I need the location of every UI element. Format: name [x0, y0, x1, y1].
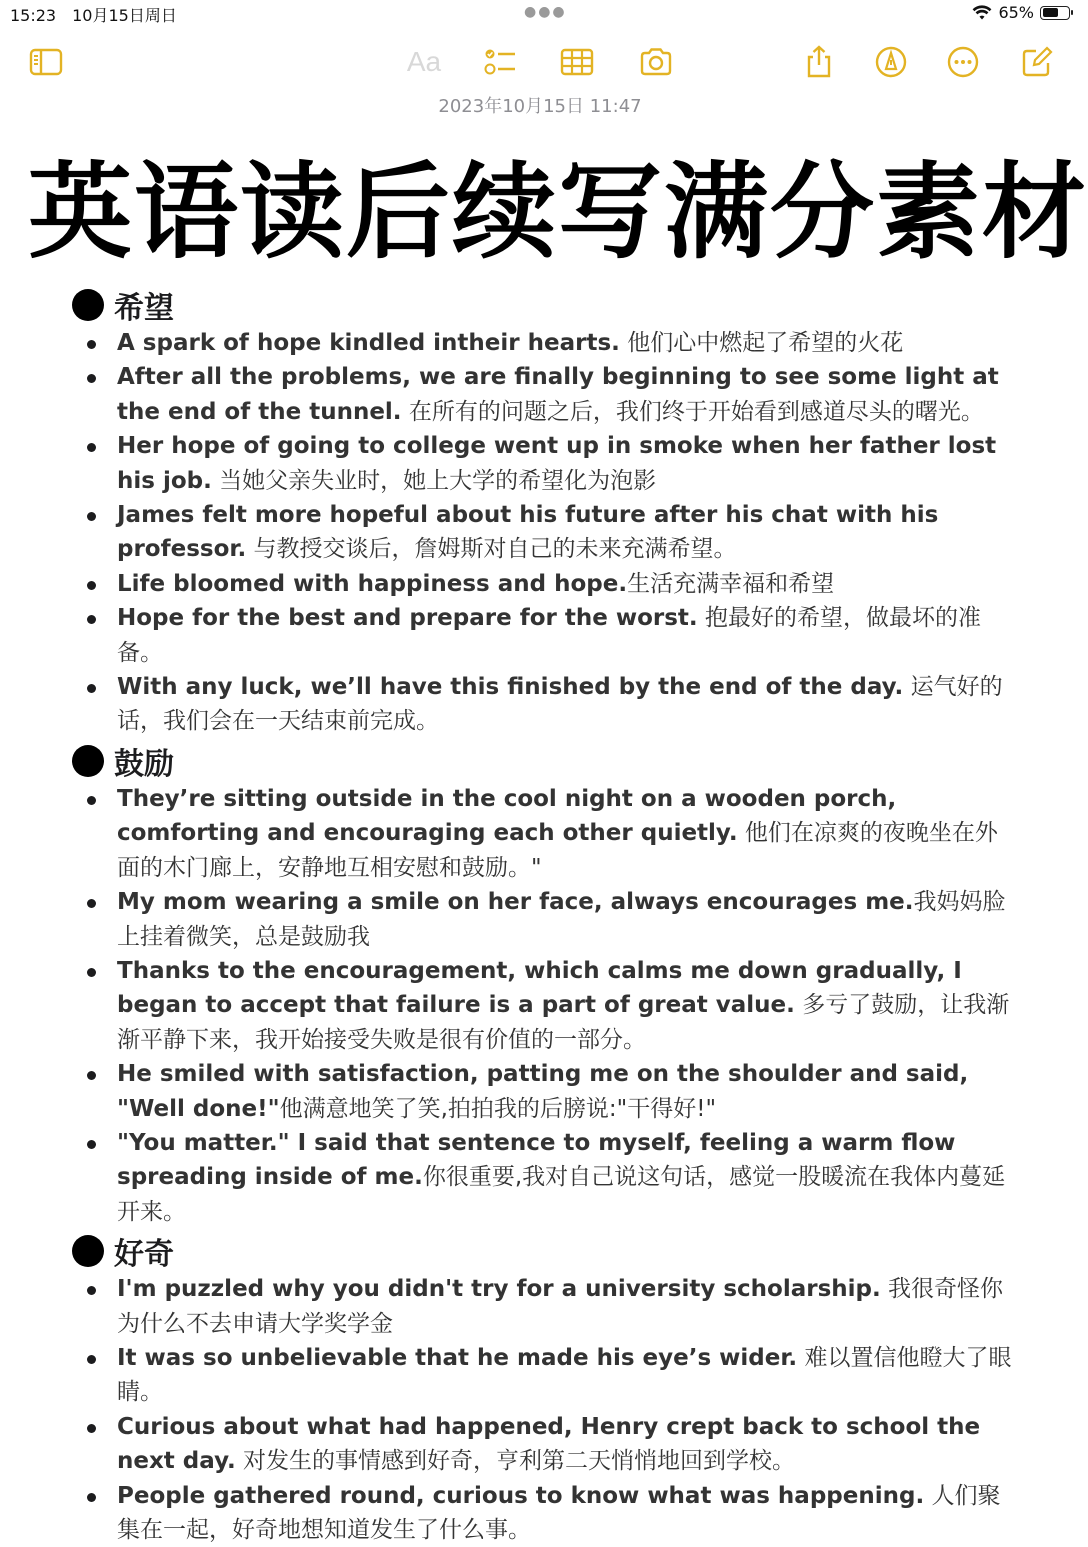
english-phrase: It was so unbelievable that he made his eye’s wider. [117, 1344, 798, 1371]
english-phrase: Hope for the best and prepare for the worst. [117, 605, 698, 632]
section-heading-encouragement [70, 740, 1020, 782]
chinese-translation: 当她父亲失业时，她上大学的希望化为泡影 [211, 467, 657, 494]
status-time: 15:23 [10, 6, 57, 25]
list-item [70, 954, 1020, 1057]
checklist-button[interactable] [478, 40, 522, 84]
chinese-translation: 多亏了鼓励，让我渐渐平静下来，我开始接受失败是很有价值的一部分。 [117, 992, 1010, 1053]
english-phrase: Thanks to the encouragement, which calms me down gradually, I began to accept that failure is a part of great value. [117, 957, 962, 1019]
camera-icon [638, 44, 674, 80]
section-heading-curiosity [70, 1230, 1020, 1272]
notes-toolbar [0, 36, 1080, 86]
chinese-translation: 你很重要,我对自己说这句话，感觉一股暖流在我体内蔓延开来。 [117, 1164, 1006, 1225]
more-icon [945, 44, 981, 80]
note-body[interactable] [70, 283, 1020, 1547]
english-phrase: Her hope of going to college went up in smoke when her father lost his job. [117, 433, 997, 494]
chinese-translation: 人们聚集在一起，好奇地想知道发生了什么事。 [117, 1482, 1001, 1543]
markup-icon [873, 44, 909, 80]
list-item [70, 601, 1020, 670]
compose-icon [1019, 44, 1055, 80]
list-item [70, 1410, 1020, 1479]
multitasking-dots-icon[interactable]: ●●● [524, 4, 567, 20]
english-phrase: He smiled with satisfaction, patting me on the shoulder and said, "Well done!" [117, 1061, 969, 1122]
section-title: 好奇 [114, 1237, 174, 1273]
note-title[interactable]: 英语读后续写满分素材 [28, 151, 1088, 273]
sidebar-icon [28, 44, 64, 80]
table-icon [559, 44, 595, 80]
bullet-list [70, 1272, 1020, 1547]
chinese-translation: 抱最好的希望，做最坏的准备。 [117, 605, 981, 666]
list-item [70, 1341, 1020, 1410]
english-phrase: A spark of hope kindled intheir hearts. [117, 330, 620, 356]
english-phrase: After all the problems, we are finally beginning to see some light at the end of the tunnel. [117, 364, 999, 425]
english-phrase: People gathered round, curious to know what was happening. [117, 1482, 925, 1509]
english-phrase: James felt more hopeful about his future after his chat with his professor. [117, 502, 939, 563]
share-button[interactable] [797, 40, 841, 84]
format-button[interactable] [402, 40, 446, 84]
section-title: 鼓励 [114, 746, 174, 782]
black-circle-icon [72, 1235, 104, 1267]
list-item [70, 567, 1020, 601]
markup-button[interactable] [869, 40, 913, 84]
note-date: 2023年10月15日 11:47 [438, 96, 642, 117]
list-item [70, 429, 1020, 498]
chinese-translation: 运气好的话，我们会在一天结束前完成。 [117, 674, 1003, 735]
black-circle-icon [72, 745, 104, 777]
list-item [70, 885, 1020, 954]
list-item [70, 1479, 1020, 1547]
status-left [10, 3, 193, 26]
list-item [70, 670, 1020, 739]
section-title: 希望 [114, 291, 174, 326]
english-phrase: "You matter." I said that sentence to myself, feeling a warm flow spreading inside of me. [117, 1129, 956, 1191]
chinese-translation: 他们在凉爽的夜晚坐在外面的木门廊上，安静地互相安慰和鼓励。" [117, 820, 998, 881]
english-phrase: Curious about what had happened, Henry crept back to school the next day. [117, 1413, 981, 1475]
chinese-translation: 他们心中燃起了希望的火花 [619, 330, 904, 356]
list-item [70, 1057, 1020, 1126]
camera-button[interactable] [634, 40, 678, 84]
list-item [70, 782, 1020, 885]
table-button[interactable] [555, 40, 599, 84]
chinese-translation: 我很奇怪你为什么不去申请大学奖学金 [117, 1276, 1004, 1337]
bullet-list [70, 782, 1020, 1229]
english-phrase: I'm puzzled why you didn't try for a university scholarship. [117, 1276, 881, 1303]
chinese-translation: 生活充满幸福和希望 [627, 570, 835, 597]
chinese-translation: 与教授交谈后，詹姆斯对自己的未来充满希望。 [246, 536, 737, 563]
chinese-translation: 他满意地笑了笑,拍拍我的后膀说:"干得好!" [279, 1095, 717, 1122]
section-heading-hope [70, 284, 1020, 326]
chinese-translation: 难以置信他瞪大了眼睛。 [117, 1344, 1012, 1406]
chinese-translation: 在所有的问题之后，我们终于开始看到感道尽头的曙光。 [401, 398, 984, 425]
battery-icon [1040, 6, 1070, 20]
list-item [70, 1126, 1020, 1229]
chinese-translation: 对发生的事情感到好奇，亨利第二天悄悄地回到学校。 [235, 1448, 796, 1475]
english-phrase: They’re sitting outside in the cool night on a wooden porch, comforting and encouraging each other quietly. [117, 785, 897, 847]
status-right [972, 3, 1070, 22]
chinese-translation: 我妈妈脸上挂着微笑，总是鼓励我 [117, 889, 1006, 950]
english-phrase: With any luck, we’ll have this finished by the end of the day. [117, 674, 904, 701]
sidebar-button[interactable] [24, 40, 68, 84]
black-circle-icon [72, 289, 104, 321]
list-item [70, 326, 1020, 360]
share-icon [801, 44, 837, 80]
status-date: 10月15日周日 [72, 6, 177, 25]
list-item [70, 498, 1020, 567]
more-button[interactable] [941, 40, 985, 84]
wifi-icon [972, 5, 992, 21]
english-phrase: Life bloomed with happiness and hope. [117, 570, 628, 597]
battery-percent: 65% [998, 3, 1034, 22]
checklist-icon [482, 44, 518, 80]
status-bar [0, 0, 1080, 30]
compose-button[interactable] [1015, 40, 1059, 84]
bullet-list [70, 326, 1020, 739]
battery-level [1043, 8, 1059, 17]
english-phrase: My mom wearing a smile on her face, always encourages me. [117, 889, 914, 916]
list-item [70, 1272, 1020, 1341]
list-item [70, 360, 1020, 429]
format-label: Aa [406, 46, 442, 77]
